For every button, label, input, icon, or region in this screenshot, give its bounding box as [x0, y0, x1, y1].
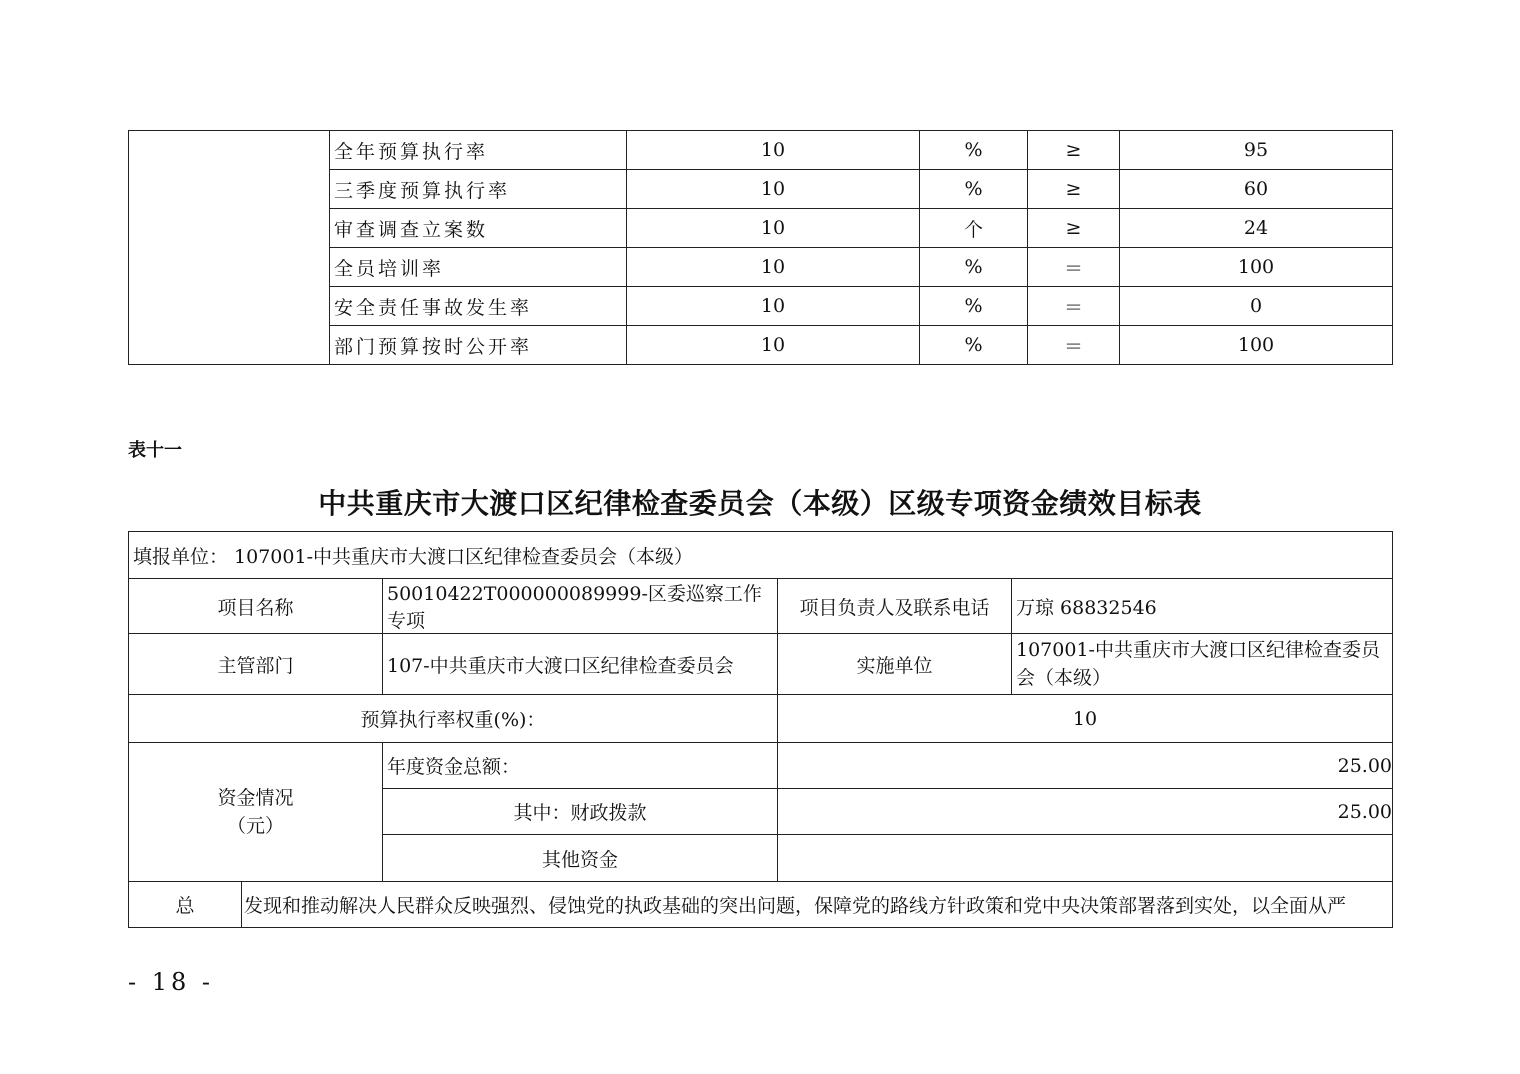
- other-funds-label: 其他资金: [383, 835, 778, 882]
- indicator-target: 0: [1120, 287, 1393, 326]
- indicator-operator: ≥: [1028, 209, 1120, 248]
- indicator-target: 60: [1120, 170, 1393, 209]
- performance-target-table: [128, 531, 1393, 928]
- goal-text: 发现和推动解决人民群众反映强烈、侵蚀党的执政基础的突出问题，保障党的路线方针政策和党中央决策部署落到实处，以全面从严: [242, 882, 1393, 928]
- indicator-weight: 10: [627, 209, 920, 248]
- indicator-row: [129, 131, 1393, 170]
- other-funds-value: [778, 835, 1393, 882]
- indicator-weight: 10: [627, 248, 920, 287]
- indicator-name: 部门预算按时公开率: [330, 326, 627, 365]
- fiscal-label: 其中：财政拨款: [383, 789, 778, 835]
- impl-label: 实施单位: [778, 634, 1012, 695]
- impl-value: 107001-中共重庆市大渡口区纪律检查委员会（本级）: [1012, 634, 1393, 695]
- project-name-value: 50010422T000000089999-区委巡察工作专项: [383, 579, 778, 634]
- indicator-unit: 个: [920, 209, 1028, 248]
- dept-row: [129, 634, 1393, 695]
- goal-row: [129, 882, 1393, 928]
- indicator-target: 24: [1120, 209, 1393, 248]
- indicator-target: 100: [1120, 326, 1393, 365]
- indicator-name: 安全责任事故发生率: [330, 287, 627, 326]
- indicator-operator: ≥: [1028, 131, 1120, 170]
- indicator-unit: %: [920, 248, 1028, 287]
- dept-value: 107-中共重庆市大渡口区纪律检查委员会: [383, 634, 778, 695]
- annual-total-label: 年度资金总额：: [383, 743, 778, 789]
- dept-label: 主管部门: [129, 634, 383, 695]
- indicator-name: 全员培训率: [330, 248, 627, 287]
- annual-total-row: [129, 743, 1393, 789]
- indicator-unit: %: [920, 170, 1028, 209]
- indicator-table: [128, 130, 1393, 365]
- funds-label-line1: 资金情况: [217, 787, 294, 809]
- contact-label: 项目负责人及联系电话: [778, 579, 1012, 634]
- indicator-weight: 10: [627, 170, 920, 209]
- page-title: 中共重庆市大渡口区纪律检查委员会（本级）区级专项资金绩效目标表: [318, 487, 1202, 520]
- indicator-category-cell: [129, 131, 330, 365]
- weight-value: 10: [778, 695, 1393, 743]
- page-number: - 18 -: [128, 968, 215, 996]
- weight-row: [129, 695, 1393, 743]
- filling-unit: 填报单位： 107001-中共重庆市大渡口区纪律检查委员会（本级）: [129, 532, 1393, 579]
- indicator-operator: ＝: [1028, 248, 1120, 287]
- indicator-weight: 10: [627, 287, 920, 326]
- indicator-table-body: [129, 131, 1393, 365]
- filling-unit-row: [129, 532, 1393, 579]
- indicator-unit: %: [920, 131, 1028, 170]
- project-name-label: 项目名称: [129, 579, 383, 634]
- fiscal-value: 25.00: [778, 789, 1393, 835]
- indicator-operator: ＝: [1028, 326, 1120, 365]
- indicator-name: 审查调查立案数: [330, 209, 627, 248]
- indicator-operator: ＝: [1028, 287, 1120, 326]
- annual-total-value: 25.00: [778, 743, 1393, 789]
- indicator-target: 95: [1120, 131, 1393, 170]
- indicator-weight: 10: [627, 326, 920, 365]
- indicator-unit: %: [920, 287, 1028, 326]
- weight-label: 预算执行率权重(%)：: [129, 695, 778, 743]
- indicator-unit: %: [920, 326, 1028, 365]
- goal-label: 总: [129, 882, 242, 928]
- funds-label-line2: （元）: [226, 815, 284, 837]
- indicator-operator: ≥: [1028, 170, 1120, 209]
- funds-label: [129, 743, 383, 882]
- indicator-target: 100: [1120, 248, 1393, 287]
- contact-value: 万琼 68832546: [1012, 579, 1393, 634]
- indicator-weight: 10: [627, 131, 920, 170]
- table-label: 表十一: [128, 440, 182, 461]
- indicator-name: 三季度预算执行率: [330, 170, 627, 209]
- indicator-name: 全年预算执行率: [330, 131, 627, 170]
- project-name-row: [129, 579, 1393, 634]
